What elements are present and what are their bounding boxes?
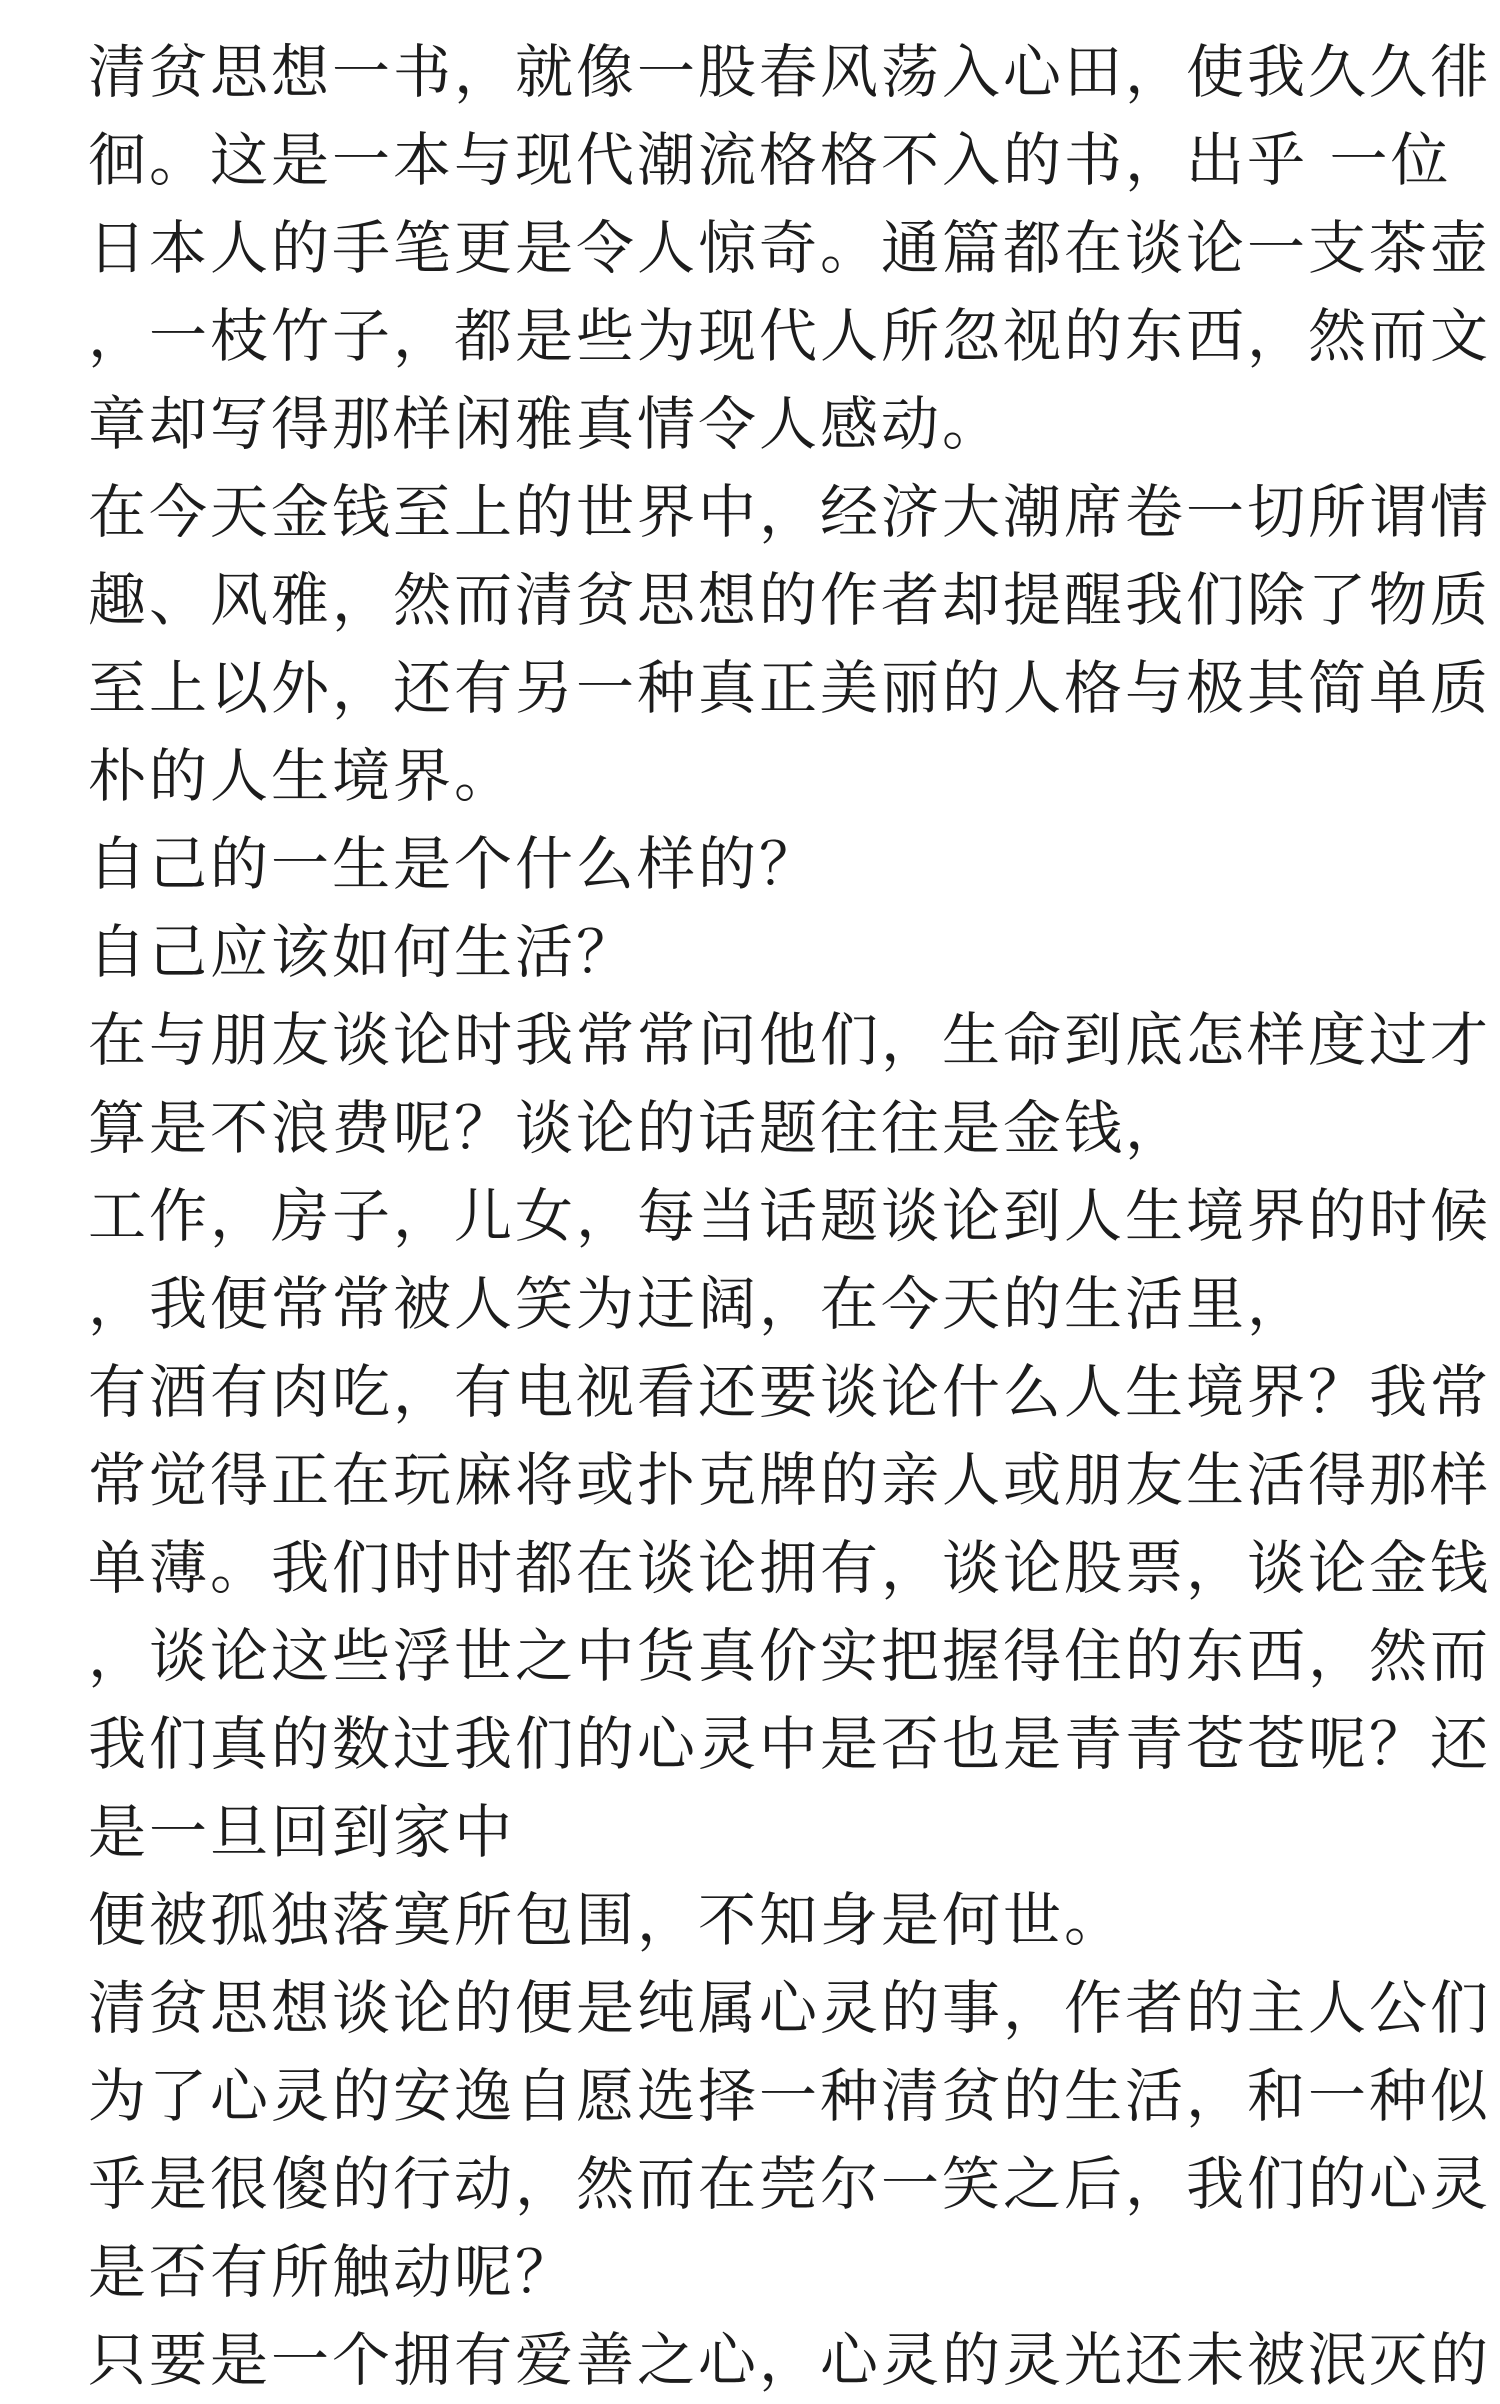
text-line: 我们真的数过我们的心灵中是否也是青青苍苍呢？还: [88, 1710, 1492, 1778]
text-line: 单薄。我们时时都在谈论拥有，谈论股票，谈论金钱: [88, 1534, 1492, 1602]
text-line: 是一旦回到家中: [88, 1798, 516, 1866]
text-line: 徊。这是一本与现代潮流格格不入的书，出乎 一位: [88, 126, 1452, 194]
text-line: 清贫思想谈论的便是纯属心灵的事，作者的主人公们: [88, 1974, 1492, 2042]
text-line: 至上以外，还有另一种真正美丽的人格与极其简单质: [88, 654, 1492, 722]
text-line: 在与朋友谈论时我常常问他们，生命到底怎样度过才: [88, 1006, 1492, 1074]
text-line: 算是不浪费呢？谈论的话题往往是金钱，: [88, 1094, 1187, 1162]
text-line: 便被孤独落寞所包围，不知身是何世。: [88, 1886, 1126, 1954]
text-line: 日本人的手笔更是令人惊奇。通篇都在谈论一支茶壶: [88, 214, 1492, 282]
text-line: 是否有所触动呢？: [88, 2238, 577, 2306]
text-line: 有酒有肉吃，有电视看还要谈论什么人生境界？我常: [88, 1358, 1492, 1426]
text-line: 为了心灵的安逸自愿选择一种清贫的生活，和一种似: [88, 2062, 1492, 2130]
text-line: ，一枝竹子，都是些为现代人所忽视的东西，然而文: [88, 302, 1492, 370]
text-line: 自己应该如何生活？: [88, 918, 638, 986]
text-line: 朴的人生境界。: [88, 742, 516, 810]
text-line: ，谈论这些浮世之中货真价实把握得住的东西，然而: [88, 1622, 1492, 1690]
text-line: 趣、风雅，然而清贫思想的作者却提醒我们除了物质: [88, 566, 1492, 634]
text-line: 只要是一个拥有爱善之心，心灵的灵光还未被泯灭的: [88, 2326, 1492, 2394]
text-line: ，我便常常被人笑为迂阔，在今天的生活里，: [88, 1270, 1309, 1338]
text-line: 常觉得正在玩麻将或扑克牌的亲人或朋友生活得那样: [88, 1446, 1492, 1514]
text-line: 在今天金钱至上的世界中，经济大潮席卷一切所谓情: [88, 478, 1492, 546]
text-line: 章却写得那样闲雅真情令人感动。: [88, 390, 1004, 458]
text-line: 自己的一生是个什么样的？: [88, 830, 821, 898]
text-line: 乎是很傻的行动，然而在莞尔一笑之后，我们的心灵: [88, 2150, 1492, 2218]
text-line: 清贫思想一书，就像一股春风荡入心田，使我久久徘: [88, 38, 1492, 106]
article-body: [88, 28, 1492, 2404]
text-line: 工作，房子，儿女，每当话题谈论到人生境界的时候: [88, 1182, 1492, 1250]
